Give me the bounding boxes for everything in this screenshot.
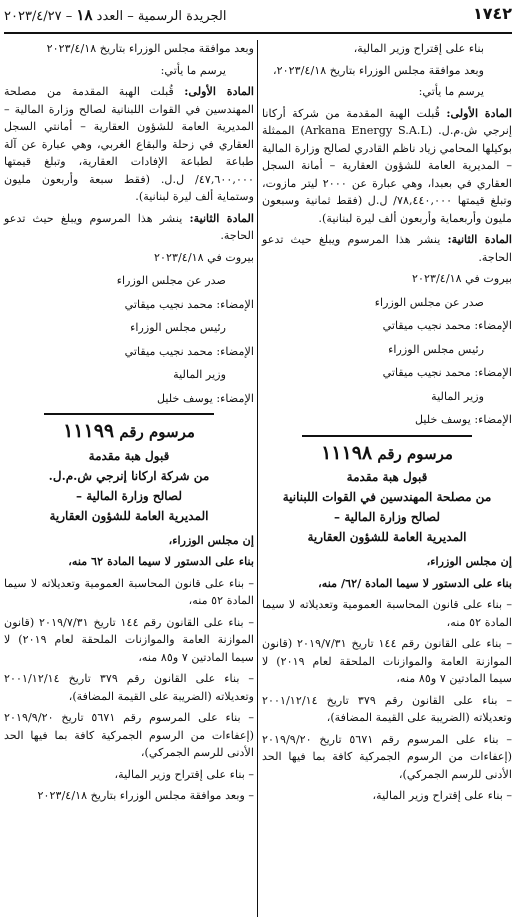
left-body-0: إن مجلس الوزراء،	[168, 532, 254, 547]
right-body-5: – بناء على المرسوم رقم ٥٦٧١ تاريخ ٢٠١٩/٩/٢٠ (إعفاءات من الرسوم الجمركية كافة بما فيها الحد الأدنى للرسم الجمركي)،	[262, 732, 513, 781]
left-fin-title: وزير المالية	[173, 368, 226, 381]
left-decree-sub-4: المديرية العامة للشؤون العقارية	[49, 508, 209, 523]
right-article-2-text: ينشر هذا المرسوم ويبلغ حيث تدعو الحاجة.	[262, 233, 512, 264]
right-sign-1: الإمضاء: محمد نجيب ميقاتي	[382, 319, 512, 332]
left-issued-by: صدر عن مجلس الوزراء	[116, 274, 226, 287]
left-decree-word: مرسوم رقم	[119, 423, 195, 441]
left-place-date: بيروت في ٢٠٢٣/٤/١٨	[154, 250, 254, 264]
right-body-6: – بناء على إقتراح وزير المالية،	[372, 789, 512, 802]
issue-number: ١٨	[76, 6, 93, 24]
right-issued-by: صدر عن مجلس الوزراء	[374, 295, 484, 309]
right-article-1-text: قُبلت الهبة المقدمة من شركة أركانا إنرجي ش.م.ل. (Arkana Energy S.A.L) الممثلة بوكيلها المحامي زياد ناظم القادري لصالح وزارة المالية – المديرية العامة للشؤون العقارية – أمانة السجل العقاري في بعبدا، وهي عبارة عن ٢٠٠٠ ليتر مازوت، وتبلغ قيمتها ٧٨,٤٤٠,٠٠٠/ ل.ل (فقط ثمانية وسبعون مليون وأربعماية وأربعون ألف ليرة لبنانية).	[262, 106, 513, 225]
journal-name: الجريدة الرسمية	[137, 9, 227, 24]
right-decrees: يرسم ما يأتي:	[418, 85, 484, 98]
left-decree-title	[4, 420, 254, 442]
issue-label: العدد	[96, 9, 124, 24]
left-article-1-text: قُبلت الهبة المقدمة من مصلحة المهندسين في القوات اللبنانية لصالح وزارة المالية – المديرية العامة للشؤون العقارية – أمانتي السجل العقاري في زحلة والبقاع الغربي، وهي عبارة عن آلة طباعة لطباعة الإفادات العقارية، وتبلغ قيمتها ٤٧,٦٠٠,٠٠٠/ ل.ل. (فقط سبعة وأربعون مليون وستماية ألف ليرة لبنانية).	[4, 85, 254, 203]
journal-header-title: الجريدة الرسمية – العدد ١٨ – ٢٠٢٣/٤/٢٧	[4, 6, 227, 24]
right-decree-number: ١١١٩٨	[321, 441, 373, 464]
left-decree-sub-2: من شركة اركانا إنرجي ش.م.ل.	[48, 468, 210, 483]
right-sign-3: الإمضاء: يوسف خليل	[414, 413, 512, 426]
left-article-1	[4, 83, 254, 206]
right-body-4: – بناء على القانون رقم ٣٧٩ تاريخ ٢٠٠١/١٢/١٤ وتعديلاته (الضريبة على القيمة المضافة)،	[262, 693, 512, 724]
right-fin-title: وزير المالية	[431, 389, 484, 403]
right-article-2-label: المادة الثانية:	[447, 232, 512, 246]
right-top-line-1: بناء على إقتراح وزير المالية،	[353, 42, 484, 55]
left-body-5: – بناء على المرسوم رقم ٥٦٧١ تاريخ ٢٠١٩/٩/٢٠ (إعفاءات من الرسوم الجمركية كافة بما فيها الحد الأدنى للرسم الجمركي)،	[4, 711, 255, 759]
right-sign-2: الإمضاء: محمد نجيب ميقاتي	[382, 366, 512, 379]
left-pm-title: رئيس مجلس الوزراء	[130, 321, 226, 334]
left-body-7: – وبعد موافقة مجلس الوزراء بتاريخ ٢٠٢٣/٤/١٨	[37, 789, 254, 802]
right-decree-sub-3: لصالح وزارة المالية –	[334, 510, 440, 524]
right-body-3: – بناء على القانون رقم ١٤٤ تاريخ ٢٠١٩/٧/٣١ (قانون الموازنة العامة والموازنات الملحقة لعام ٢٠١٩) لا سيما المادتين ٧ و٨٥ منه،	[262, 637, 512, 685]
right-decree-sub-2: من مصلحة المهندسين في القوات اللبنانية	[282, 490, 492, 504]
right-body-2: – بناء على قانون المحاسبة العمومية وتعديلاته لا سيما المادة ٥٢ منه،	[262, 598, 512, 629]
left-separator	[44, 413, 214, 415]
left-body-4: – بناء على القانون رقم ٣٧٩ تاريخ ٢٠٠١/١٢/١٤ وتعديلاته (الضريبة على القيمة المضافة)،	[4, 672, 254, 703]
right-decree-word: مرسوم رقم	[377, 444, 453, 463]
right-body-0: إن مجلس الوزراء،	[426, 554, 512, 568]
right-decree-sub-1: قبول هبة مقدمة	[346, 470, 428, 484]
left-article-2-text: ينشر هذا المرسوم ويبلغ حيث تدعو الحاجة.	[4, 211, 254, 242]
issue-date: ٢٠٢٣/٤/٢٧	[4, 9, 62, 24]
right-body-1: بناء على الدستور لا سيما المادة /٦٢/ منه،	[318, 575, 512, 590]
page-columns	[4, 40, 512, 917]
left-article-1-label: المادة الأولى:	[184, 84, 255, 98]
page-header	[4, 2, 512, 34]
right-separator	[302, 435, 472, 437]
right-article-2	[262, 231, 512, 266]
left-decrees: يرسم ما يأتي:	[160, 63, 226, 77]
right-decree-sub-4: المديرية العامة للشؤون العقارية	[307, 530, 467, 544]
right-article-1	[262, 105, 512, 228]
right-decree-title	[262, 441, 512, 464]
right-column	[262, 40, 512, 917]
right-article-1-label: المادة الأولى:	[446, 105, 513, 120]
left-body-2: – بناء على قانون المحاسبة العمومية وتعديلاته لا سيما المادة ٥٢ منه،	[4, 576, 254, 607]
left-sign-3: الإمضاء: يوسف خليل	[156, 391, 254, 405]
right-place-date: بيروت في ٢٠٢٣/٤/١٨	[412, 272, 512, 285]
left-article-2-label: المادة الثانية:	[189, 210, 254, 225]
left-sign-1: الإمضاء: محمد نجيب ميقاتي	[124, 297, 254, 311]
left-decree-number: ١١١٩٩	[63, 420, 115, 442]
left-body-1: بناء على الدستور لا سيما المادة ٦٢ منه،	[68, 554, 254, 568]
right-pm-title: رئيس مجلس الوزراء	[388, 342, 484, 356]
left-sign-2: الإمضاء: محمد نجيب ميقاتي	[124, 344, 254, 358]
right-top-line-2: وبعد موافقة مجلس الوزراء بتاريخ ٢٠٢٣/٤/١٨،	[273, 63, 484, 77]
left-decree-sub-3: لصالح وزارة المالية –	[76, 488, 182, 503]
left-decree-sub-1: قبول هبة مقدمة	[88, 448, 170, 463]
left-body-6: – بناء على إقتراح وزير المالية،	[114, 767, 254, 781]
page-number: ١٧٤٢	[472, 4, 512, 23]
left-top-line: وبعد موافقة مجلس الوزراء بتاريخ ٢٠٢٣/٤/١٨	[46, 42, 254, 55]
left-column	[4, 40, 254, 917]
left-body-3: – بناء على القانون رقم ١٤٤ تاريخ ٢٠١٩/٧/٣١ (قانون الموازنة العامة والموازنات الملحقة لعام ٢٠١٩) لا سيما المادتين ٧ و٨٥ منه،	[4, 615, 254, 664]
left-article-2	[4, 210, 254, 245]
